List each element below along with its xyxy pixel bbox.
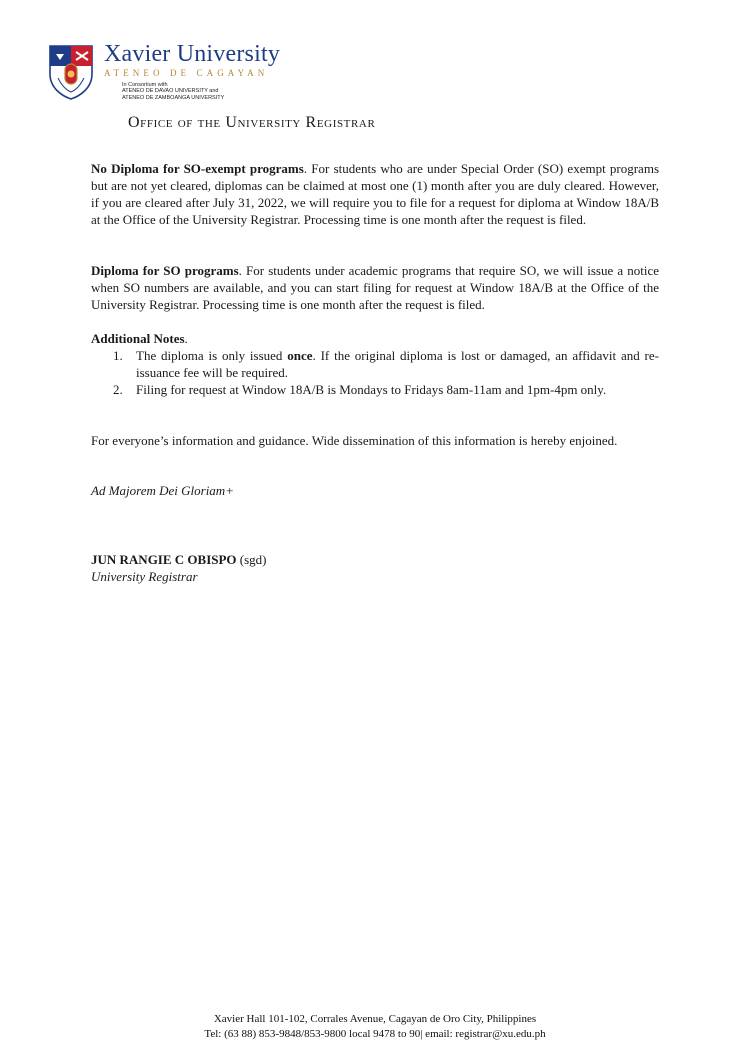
signatory-line (91, 551, 267, 568)
paragraph-so-exempt (91, 160, 659, 228)
notes-heading (91, 330, 659, 347)
paragraph-lead: Diploma for SO programs (91, 263, 239, 278)
brand-block (104, 42, 314, 78)
consortium-note (122, 82, 224, 101)
list-number: 2. (113, 382, 123, 397)
office-title: Office of the University Registrar (128, 114, 376, 131)
notes-heading-suffix: . (184, 331, 188, 346)
notes-list (91, 347, 659, 398)
paragraph-so-programs (91, 262, 659, 313)
university-name: Xavier University (104, 41, 281, 67)
university-subtitle: ATENEO DE CAGAYAN (104, 68, 269, 78)
list-item (91, 347, 659, 381)
consortium-line: ATENEO DE DAVAO UNIVERSITY and (122, 88, 219, 95)
footer-contact: Tel: (63 88) 853-9848/853-9800 local 9478 to 90| email: registrar@xu.edu.ph (204, 1028, 546, 1040)
list-number: 1. (113, 348, 123, 363)
paragraph-lead: No Diploma for SO-exempt programs (91, 161, 304, 176)
consortium-line: In Consortium with (122, 82, 168, 88)
notes-heading-label: Additional Notes (91, 331, 185, 346)
list-item (91, 381, 659, 398)
signatory-name: JUN RANGIE C OBISPO (91, 552, 237, 567)
consortium-line: ATENEO DE ZAMBOANGA UNIVERSITY (122, 94, 225, 101)
motto: Ad Majorem Dei Gloriam+ (91, 483, 234, 498)
signatory-title: University Registrar (91, 569, 198, 584)
closing-paragraph: For everyone’s information and guidance. Wide dissemination of this information is hereby enjoined. (91, 433, 618, 448)
list-text: . If the original diploma is lost or damaged, an affidavit and re-issuance fee will be required. (136, 348, 659, 380)
list-text: The diploma is only issued (136, 348, 288, 363)
signed-note: (sgd) (236, 552, 267, 567)
footer (0, 1012, 750, 1042)
university-shield-icon (48, 44, 94, 100)
list-text: Filing for request at Window 18A/B is Mondays to Fridays 8am-11am and 1pm-4pm only. (136, 382, 607, 397)
list-emphasis: once (287, 348, 313, 363)
footer-address: Xavier Hall 101-102, Corrales Avenue, Cagayan de Oro City, Philippines (213, 1013, 537, 1025)
signature-block (91, 551, 267, 585)
letterhead (48, 42, 308, 104)
paragraph-body: . For students who are under Special Order (SO) exempt programs but are not yet cleared, diplomas can be claimed at most one (1) month after you are duly cleared. However, if you are cleared after July 31, 2022, we will require you to file for a request for diploma at Window 18A/B at the Office of the University Registrar. Processing time is one month after the request is filed. (91, 161, 660, 227)
paragraph-body: . For students under academic programs that require SO, we will issue a notice when SO numbers are available, and you can start filing for request at Window 18A/B at the Office of the University Registrar. Processing time is one month after the request is filed. (91, 263, 660, 312)
